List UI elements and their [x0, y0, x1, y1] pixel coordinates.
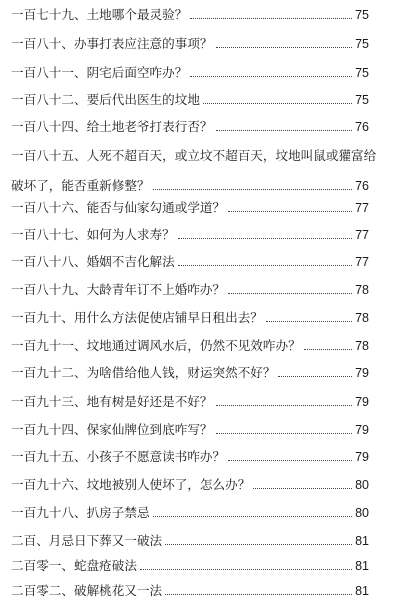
dot-leader [153, 516, 352, 517]
toc-entry-192 [11, 362, 369, 384]
entry-title: 一百九十一、坟地通过调风水后，仍然不见效咋办？ [11, 338, 301, 353]
dot-leader [165, 594, 352, 595]
dot-leader [228, 211, 352, 212]
dot-leader [266, 321, 352, 322]
entry-title: 一百九十三、地有树是好还是不好？ [11, 394, 213, 409]
toc-entry-189 [11, 279, 369, 301]
toc-entry-198 [11, 502, 369, 524]
toc-entry-200 [11, 530, 369, 552]
entry-title: 一百八十六、能否与仙家勾通或学道？ [11, 200, 226, 215]
entry-page-number: 79 [355, 395, 369, 409]
toc-entry-201 [11, 555, 369, 577]
toc-entry-185 [11, 145, 377, 197]
dot-leader [165, 544, 352, 545]
entry-page-number: 79 [355, 450, 369, 464]
dot-leader [216, 47, 353, 48]
toc-entry-196 [11, 474, 369, 496]
entry-title: 二百、月忌日下葬又一破法 [11, 533, 163, 548]
dot-leader [228, 293, 352, 294]
dot-leader [178, 238, 352, 239]
entry-page-number: 78 [355, 311, 369, 325]
toc-entry-195 [11, 446, 369, 468]
toc-entry-181 [11, 62, 369, 84]
entry-page-number: 81 [355, 559, 369, 573]
entry-title-continuation: 破坏了，能否重新修整？ [11, 178, 150, 193]
entry-page-number: 75 [355, 66, 369, 80]
dot-leader [190, 76, 352, 77]
toc-entry-182 [11, 89, 369, 111]
toc-entry-188 [11, 251, 369, 273]
entry-page-number: 80 [355, 506, 369, 520]
dot-leader [140, 569, 352, 570]
entry-page-number: 77 [355, 201, 369, 215]
entry-page-number: 80 [355, 478, 369, 492]
entry-page-number: 79 [355, 423, 369, 437]
entry-title: 一百八十二、要后代出医生的坟地 [11, 92, 200, 107]
toc-entry-184 [11, 116, 369, 138]
entry-title: 一百八十四、给土地老爷打表行否？ [11, 119, 213, 134]
entry-page-number: 77 [355, 228, 369, 242]
entry-page-number: 81 [355, 534, 369, 548]
entry-page-number: 81 [355, 584, 369, 598]
dot-leader [216, 405, 353, 406]
toc-entry-179 [11, 4, 369, 26]
entry-title: 一百八十八、婚姻不吉化解法 [11, 254, 175, 269]
dot-leader [190, 18, 352, 19]
dot-leader [203, 103, 352, 104]
entry-title: 一百七十九、土地哪个最灵验？ [11, 7, 188, 22]
entry-title: 二百零一、蛇盘疮破法 [11, 558, 137, 573]
entry-page-number: 78 [355, 283, 369, 297]
toc-entry-186 [11, 197, 369, 219]
toc-entry-187 [11, 224, 369, 246]
toc-entry-193 [11, 391, 369, 413]
entry-page-number: 79 [355, 366, 369, 380]
entry-title: 一百八十九、大龄青年订不上婚咋办？ [11, 282, 226, 297]
entry-page-number: 76 [355, 179, 369, 193]
entry-title: 一百九十四、保家仙牌位到底咋写？ [11, 422, 213, 437]
toc-entry-190 [11, 307, 369, 329]
entry-page-number: 76 [355, 120, 369, 134]
entry-title: 一百九十五、小孩子不愿意读书咋办？ [11, 449, 226, 464]
dot-leader [228, 460, 352, 461]
entry-title: 一百八十五、人死不超百天，或立坟不超百天，坟地叫鼠或獾富给 [11, 148, 377, 163]
dot-leader [153, 189, 352, 190]
toc-entry-180 [11, 33, 369, 55]
entry-title: 一百九十二、为啥借给他人钱，财运突然不好？ [11, 365, 276, 380]
entry-page-number: 77 [355, 255, 369, 269]
entry-title: 二百零二、破解桃花又一法 [11, 583, 163, 598]
toc-entry-191 [11, 335, 369, 357]
entry-page-number: 75 [355, 37, 369, 51]
dot-leader [253, 488, 352, 489]
entry-title: 一百九十六、坟地被别人使坏了，怎么办？ [11, 477, 251, 492]
toc-entry-202 [11, 580, 369, 602]
entry-page-number: 75 [355, 93, 369, 107]
dot-leader [304, 349, 352, 350]
entry-title: 一百八十一、阴宅后面空咋办？ [11, 65, 188, 80]
entry-page-number: 75 [355, 8, 369, 22]
dot-leader [178, 265, 352, 266]
entry-title: 一百八十、办事打表应注意的事项？ [11, 36, 213, 51]
entry-title: 一百八十七、如何为人求寿？ [11, 227, 175, 242]
entry-title: 一百九十、用什么方法促使店铺早日租出去？ [11, 310, 263, 325]
entry-title: 一百九十八、扒房子禁忌 [11, 505, 150, 520]
entry-page-number: 78 [355, 339, 369, 353]
dot-leader [216, 130, 353, 131]
dot-leader [216, 433, 353, 434]
dot-leader [278, 376, 352, 377]
toc-entry-194 [11, 419, 369, 441]
